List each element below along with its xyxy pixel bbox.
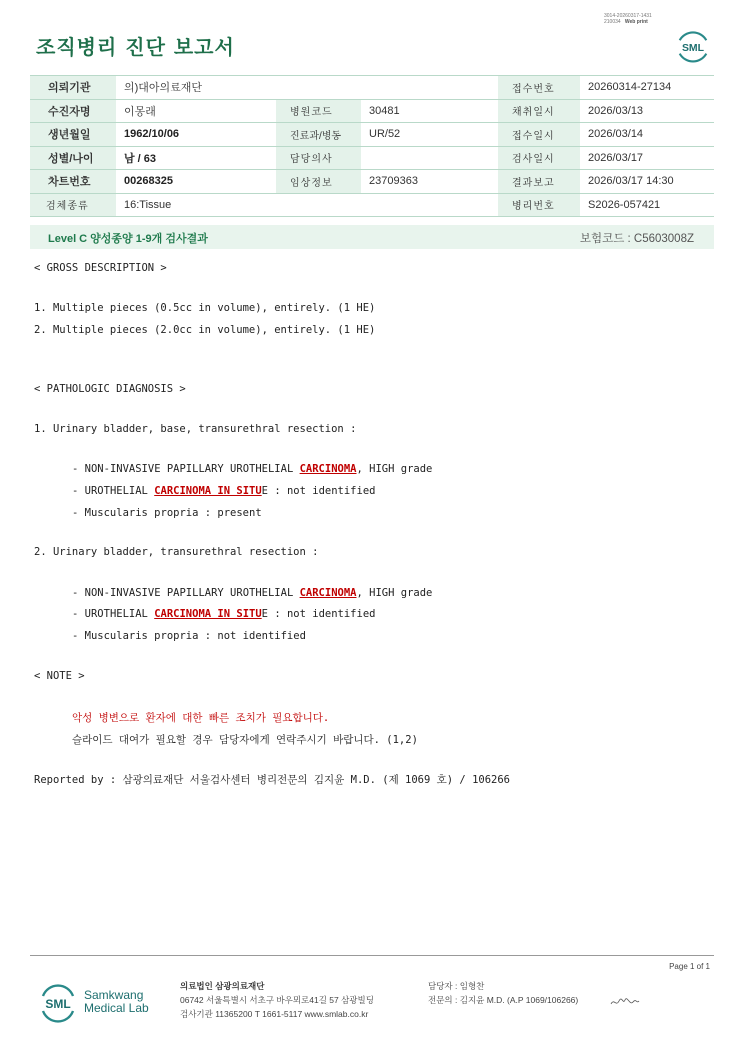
info-value: 1962/10/06	[116, 123, 276, 147]
footer-divider	[30, 955, 714, 956]
patient-info-table	[30, 75, 714, 217]
info-value: 30481	[361, 99, 498, 123]
lab-name	[84, 989, 149, 1015]
highlight-term: CARCINOMA	[299, 587, 357, 599]
logo-text: SML	[45, 997, 71, 1011]
highlight-term: CARCINOMA IN SITU	[154, 608, 262, 620]
info-value: 남 / 63	[116, 146, 276, 170]
specialist-name: 김지윤 M.D. (A.P 1069/106266)	[459, 995, 579, 1005]
info-label: 채취일시	[498, 99, 580, 123]
info-label: 검체종류	[30, 193, 116, 217]
web-print-label: Web print	[624, 19, 648, 25]
diagnosis-line	[72, 608, 375, 620]
specialist-label: 전문의 :	[428, 995, 458, 1005]
org-name: 의료법인 삼광의료재단	[180, 981, 265, 991]
report-code-line1: 3014-20260317-1431	[604, 13, 652, 19]
diagnosis-text: UROTHELIAL	[84, 608, 155, 620]
dash: -	[72, 463, 85, 475]
signature-icon	[610, 995, 640, 1009]
specimen-title: 1. Urinary bladder, base, transurethral resection :	[34, 423, 357, 435]
gross-item: 2. Multiple pieces (2.0cc in volume), entirely. (1 HE)	[34, 324, 376, 336]
info-row	[30, 146, 714, 170]
info-label: 차트번호	[30, 170, 116, 194]
diagnosis-text: NON-INVASIVE PAPILLARY UROTHELIAL	[84, 587, 300, 599]
info-value: 16:Tissue	[116, 193, 498, 217]
info-label: 담당의사	[276, 146, 361, 170]
diagnosis-text: , HIGH grade	[356, 463, 433, 475]
manager-name: 임형찬	[459, 981, 485, 991]
info-label: 성별/나이	[30, 146, 116, 170]
info-value: UR/52	[361, 123, 498, 147]
info-row	[30, 170, 714, 194]
note-title: < NOTE >	[34, 670, 85, 682]
report-code-line2: 210034	[604, 19, 621, 25]
diagnosis-line: - Muscularis propria : present	[72, 507, 262, 519]
diagnosis-text: , HIGH grade	[356, 587, 433, 599]
sml-footer-logo-icon	[38, 982, 78, 1024]
note-urgent: 악성 병변으로 환자에 대한 빠른 조치가 필요합니다.	[72, 712, 330, 724]
info-label: 진료과/병동	[276, 123, 361, 147]
diagnosis-text: E : not identified	[261, 485, 376, 497]
diagnosis-line: - Muscularis propria : not identified	[72, 630, 306, 642]
note-text: 슬라이드 대여가 필요할 경우 담당자에게 연락주시기 바랍니다. (1,2)	[72, 734, 418, 746]
sml-logo-icon	[674, 27, 712, 65]
gross-title: < GROSS DESCRIPTION >	[34, 262, 167, 274]
info-value: 00268325	[116, 170, 276, 194]
result-banner	[30, 225, 714, 249]
info-label: 접수일시	[498, 123, 580, 147]
page-number: Page 1 of 1	[669, 962, 710, 971]
result-level-label: Level C 양성종양 1-9개 검사결과	[48, 233, 208, 245]
info-label: 병원코드	[276, 99, 361, 123]
diagnosis-line	[72, 463, 432, 475]
info-label: 의뢰기관	[30, 76, 116, 100]
info-label: 병리번호	[498, 193, 580, 217]
dash: -	[72, 587, 85, 599]
info-label: 임상정보	[276, 170, 361, 194]
gross-item: 1. Multiple pieces (0.5cc in volume), entirely. (1 HE)	[34, 302, 376, 314]
info-value: 23709363	[361, 170, 498, 194]
footer-staff-block	[428, 979, 578, 1007]
highlight-term: CARCINOMA IN SITU	[154, 485, 262, 497]
org-address: 06742 서울특별시 서초구 바우뫼로41길 57 삼광빌딩	[180, 995, 374, 1005]
reported-by: Reported by : 삼광의료재단 서울검사센터 병리전문의 김지윤 M.D. (제 1069 호) / 106266	[34, 774, 511, 786]
specimen-title: 2. Urinary bladder, transurethral resection :	[34, 546, 319, 558]
lab-name-line2: Medical Lab	[84, 1001, 149, 1015]
diagnosis-text: E : not identified	[261, 608, 376, 620]
diagnosis-line	[72, 587, 432, 599]
info-value	[361, 146, 498, 170]
diagnosis-line	[72, 485, 375, 497]
info-row	[30, 193, 714, 217]
info-value: 의)대아의료재단	[116, 76, 498, 100]
diagnosis-text: UROTHELIAL	[84, 485, 155, 497]
insurance-code: 보험코드 : C5603008Z	[579, 233, 694, 245]
info-label: 접수번호	[498, 76, 580, 100]
info-label: 검사일시	[498, 146, 580, 170]
info-row	[30, 99, 714, 123]
info-value: 2026/03/17	[580, 146, 714, 170]
logo-text: SML	[681, 42, 705, 54]
footer-org-block	[180, 979, 374, 1021]
info-value: 2026/03/13	[580, 99, 714, 123]
lab-name-line1: Samkwang	[84, 988, 144, 1002]
info-label: 결과보고	[498, 170, 580, 194]
org-contact: 검사기관 11365200 T 1661-5117 www.smlab.co.kr	[180, 1009, 369, 1019]
manager-label: 담당자 :	[428, 981, 458, 991]
highlight-term: CARCINOMA	[299, 463, 357, 475]
info-value: 이몽래	[116, 99, 276, 123]
dash: -	[72, 485, 85, 497]
dash: -	[72, 608, 85, 620]
info-row	[30, 123, 714, 147]
pathologic-title: < PATHOLOGIC DIAGNOSIS >	[34, 383, 186, 395]
info-value: 20260314-27134	[580, 76, 714, 100]
info-value: 2026/03/17 14:30	[580, 170, 714, 194]
report-code	[604, 13, 652, 25]
info-row	[30, 76, 714, 100]
info-value: 2026/03/14	[580, 123, 714, 147]
info-label: 수진자명	[30, 99, 116, 123]
info-label: 생년월일	[30, 123, 116, 147]
page-title: 조직병리 진단 보고서	[36, 35, 235, 59]
info-value: S2026-057421	[580, 193, 714, 217]
diagnosis-text: NON-INVASIVE PAPILLARY UROTHELIAL	[84, 463, 300, 475]
